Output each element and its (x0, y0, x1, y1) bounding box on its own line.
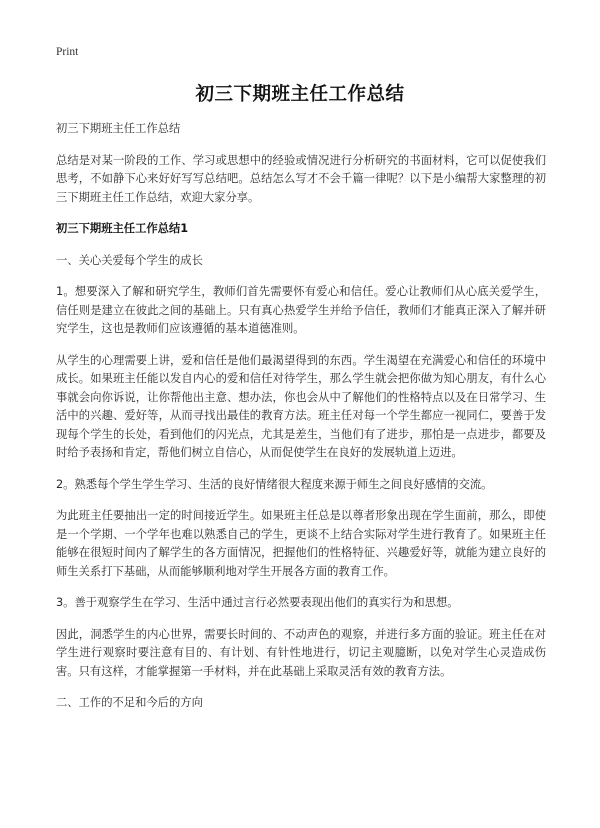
intro-paragraph: 总结是对某一阶段的工作、学习或思想中的经验或情况进行分析研究的书面材料，它可以促使我们思考，不如静下心来好好写写总结吧。总结怎么写才不会千篇一律呢？以下是小编帮大家整理的初三下期班主任工作总结，欢迎大家分享。 (56, 153, 546, 204)
body-paragraph: 因此，洞悉学生的内心世界，需要长时间的、不动声色的观察，并进行多方面的验证。班主任在对学生进行观察时要注意有目的、有计划、有针性地进行，切记主观臆断，以免对学生心灵造成伤害。只有这样，才能掌握第一手材料，并在此基础上采取灵活有效的教育方法。 (56, 627, 546, 678)
article-body (56, 120, 546, 726)
section-two-heading: 二、工作的不足和今后的方向 (56, 696, 203, 709)
body-paragraph: 2。熟悉每个学生学生学习、生活的良好情绪很大程度来源于师生之间良好感情的交流。 (56, 477, 493, 491)
page-title: 初三下期班主任工作总结 (195, 84, 405, 105)
body-paragraph: 为此班主任要抽出一定的时间接近学生。如果班主任总是以尊者形象出现在学生面前，那么，即使是一个学期、一个学年也难以熟悉自己的学生，更谈不上结合实际对学生进行教育了。如果班主任能够在很短时间内了解学生的各方面情况，把握他们的性格特征、兴趣爱好等，就能为建立良好的师生关系打下基础，从而能够顺利地对学生开展各方面的教育工作。 (56, 509, 546, 578)
body-paragraph: 3。善于观察学生在学习、生活中通过言行必然要表现出他们的真实行为和思想。 (56, 596, 459, 609)
section-one-heading: 一、关心关爱每个学生的成长 (56, 253, 203, 267)
subtitle-paragraph: 初三下期班主任工作总结 (56, 122, 181, 135)
print-link[interactable]: Print (56, 46, 79, 58)
body-paragraph: 从学生的心理需要上讲，爱和信任是他们最渴望得到的东西。学生渴望在充满爱心和信任的环境中成长。如果班主任能以发自内心的爱和信任对待学生，那么学生就会把你做为知心朋友，有什么心事就会向你诉说，让你帮他出主意、想办法，你也会从中了解他们的性格特点以及在日常学习、生活中的兴趣、爱好等，从而寻找出最佳的教育方法。班主任对每一个学生都应一视同仁，要善于发现每个学生的长处，看到他们的闪光点，尤其是差生，当他们有了进步，那怕是一点进步，都要及时给予表扬和肯定，帮他们树立自信心，从而促使学生在良好的发展轨道上迈进。 (56, 353, 546, 459)
section-heading: 初三下期班主任工作总结1 (56, 222, 189, 235)
body-paragraph: 1。想要深入了解和研究学生，教师们首先需要怀有爱心和信任。爱心让教师们从心底关爱学生，信任则是建立在彼此之间的基础上。只有真心热爱学生并给予信任，教师们才能真正深入了解并研究学生，这也是教师们应该遵循的基本道德准则。 (56, 285, 546, 335)
